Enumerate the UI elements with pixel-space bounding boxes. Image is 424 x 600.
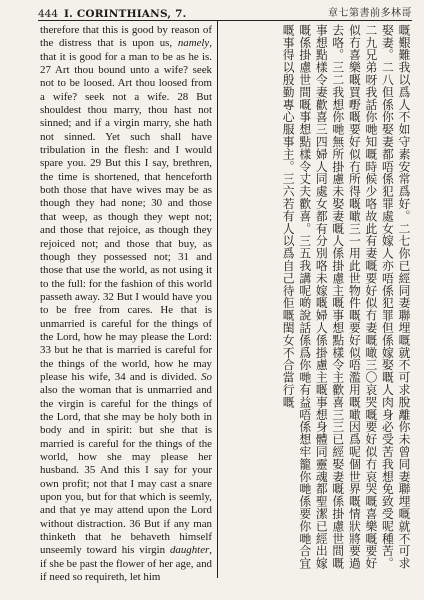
verse-number: 27 bbox=[40, 64, 51, 77]
book-title: I. CORINTHIANS, 7. bbox=[64, 8, 187, 20]
chinese-book-title: 章七第書前多林哥 bbox=[328, 8, 412, 19]
verse-number: 35 bbox=[84, 464, 96, 477]
text-run: But I would have you to be free from cares. He that is unmarried is careful for the things of the Lord, how he may please the Lord: bbox=[40, 290, 212, 343]
verse-number: 30 bbox=[151, 197, 163, 210]
text-run: And this I say for your own profit; not that I may cast a snare upon you, but for that which is seemly, and that ye may attend upon the Lord without distraction. bbox=[40, 464, 213, 530]
verse-number: 36 bbox=[129, 517, 141, 530]
text-run: and those that use the world, as not using it to the full: for the fashion of this world passeth away. bbox=[40, 250, 213, 303]
header-rule bbox=[38, 20, 412, 21]
text-run: and is divided. bbox=[125, 370, 202, 383]
verse-number: 29 bbox=[90, 157, 102, 170]
english-text-column bbox=[40, 24, 212, 584]
text-run: Art thou bound unto a wife? seek not to be loosed. Art thou loosed from a wife? seek not a wife. bbox=[40, 64, 212, 103]
page-header bbox=[38, 7, 412, 21]
column-divider bbox=[217, 20, 218, 578]
italic-word: daughter bbox=[169, 544, 210, 557]
chinese-text-column: 嘅艱難我以爲人不如守素安常爲好。二七你已經同妻聯埋嘅就不可求脫離你未曾同妻聯埋嘅就不可求娶妻。二八但係你娶妻都唔係犯罪處女嫁人亦唔係犯罪但係嫁娶嘅人肉身必受苦我想免致受呢種苦。二九兄弟呀我話你哋知嘅時候少咯故此有妻嘅要好似冇妻嘅噉三〇哀哭嘅要好似冇哀哭嘅喜樂嘅要好似冇喜樂嘅買嘢嘅要好似冇所得嘅噉三一用此世物件嘅要好似唔濫用嘅噉因爲呢個世界嘅情狀將要過去咯。三二我想你哋無所掛慮未娶妻嘅人係掛慮主嘅事想點樣令主歡喜三三已經娶妻嘅係掛慮世間嘅事想點樣令妻歡喜三四婦人同處女都有分別咯未嫁嘅婦人係掛慮主嘅事想身體同靈魂都聖潔已經出嫁嘅係掛慮世間嘅事想點樣令丈夫歡喜。三五我講呢啲說話係爲你哋有益唔係想牢籠你哋係要你哋合宜嘅事得以殷勤專心服事主。三六若有人以爲自己待佢嘅閨女不合當行嘅 bbox=[281, 24, 411, 570]
text-run: also the woman that is unmarried and the virgin is careful for the things of the Lord, that she may be holy both in body and in spirit: but she that is married is careful for the things of the world, how she may please her husband. bbox=[40, 384, 212, 477]
italic-word: namely bbox=[177, 37, 210, 50]
text-run: But if any man thinketh that he behaveth himself unseemly toward his virgin bbox=[40, 517, 212, 557]
text-run: But shouldest thou marry, thou hast not sinned; and if a virgin marry, she hath not sinned. Yet such shall have tribulation in the flesh: and I would spare you. bbox=[40, 90, 212, 170]
text-run: , that it is good for a man to be as he is. bbox=[40, 37, 212, 63]
verse-number: 31 bbox=[178, 250, 189, 263]
verse-number: 34 bbox=[114, 370, 126, 383]
verse-number: 32 bbox=[102, 290, 114, 303]
italic-word: So bbox=[201, 370, 212, 383]
page-number: 444 bbox=[38, 8, 59, 20]
verse-number: 33 bbox=[40, 344, 51, 357]
text-run: and those that weep, as though they wept not; and those that rejoice, as though they rejoiced not; and those that buy, as though they possessed not; bbox=[40, 197, 212, 263]
text-run: therefore that this is good by reason of the distress that is upon us, bbox=[40, 24, 212, 50]
text-run: but he that is married is careful for the things of the world, how he may please his wife, bbox=[40, 344, 212, 383]
verse-number: 28 bbox=[177, 90, 189, 103]
text-run: But this I say, brethren, the time is shortened, that henceforth both those that have wives may be as though they had none; bbox=[40, 157, 213, 210]
text-run: , if she be past the flower of her age, and if need so requireth, let him bbox=[40, 544, 212, 584]
